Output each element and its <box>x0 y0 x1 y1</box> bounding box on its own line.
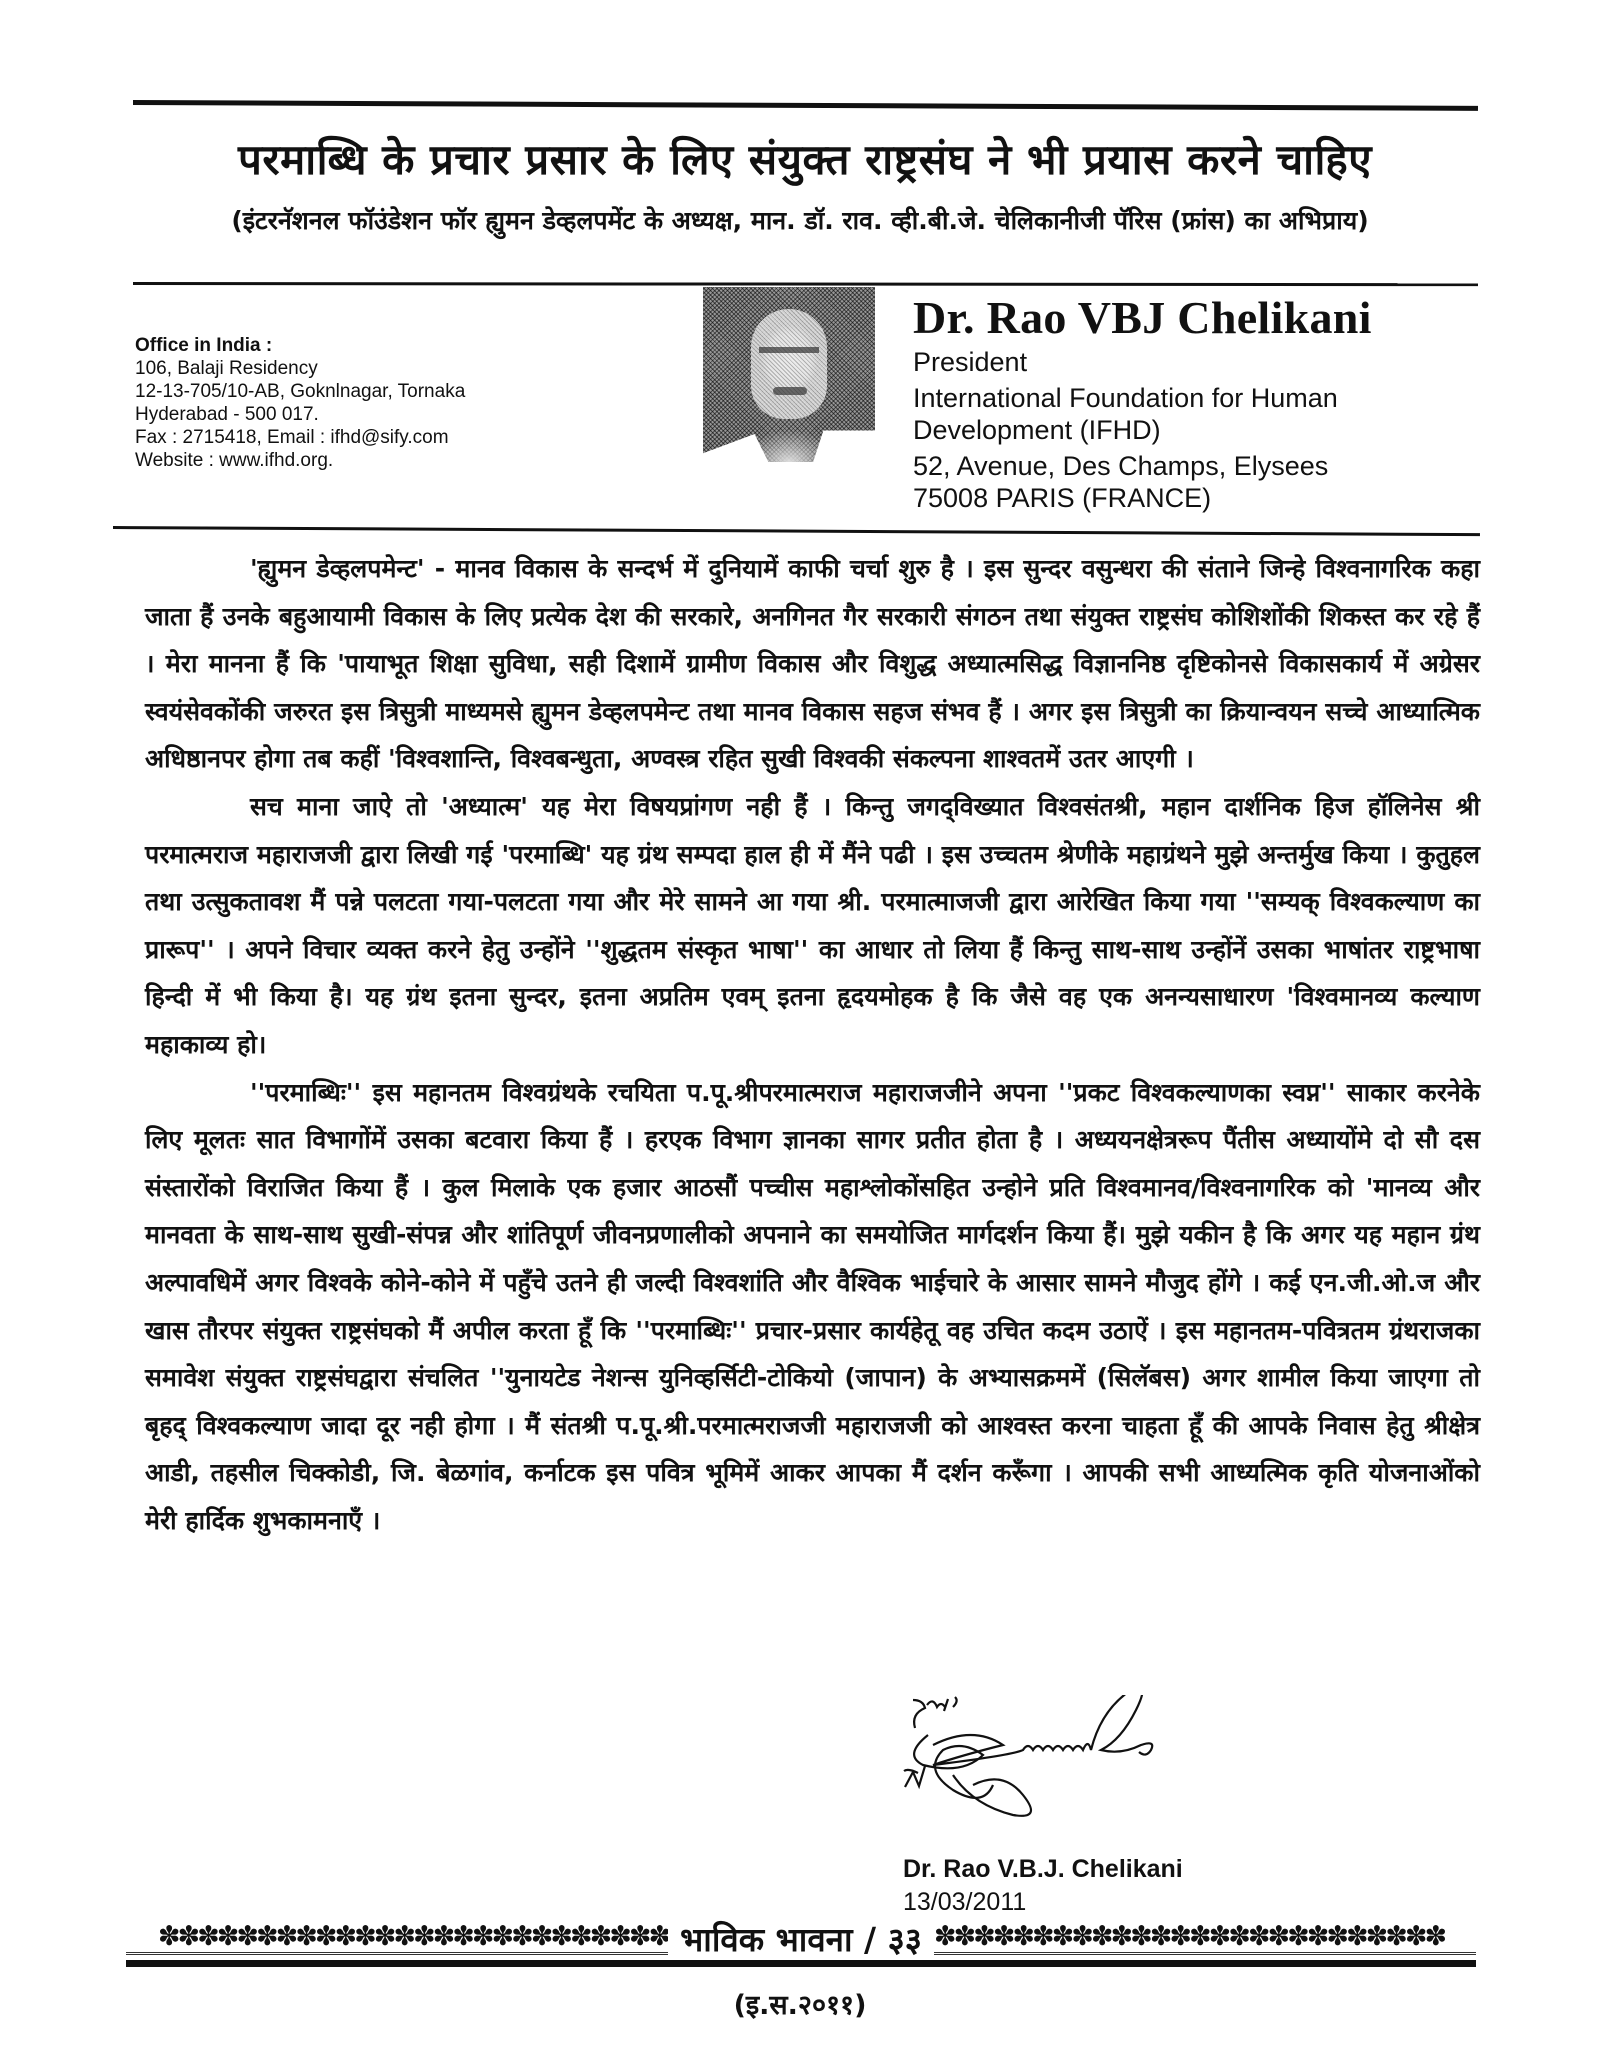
office-address-line: 12-13-705/10-AB, Goknlnagar, Tornaka <box>135 381 466 402</box>
flower-ornament-icon: ✽✽✽✽✽✽✽✽✽✽✽✽✽✽✽✽✽✽✽✽✽✽✽✽✽✽ <box>126 1922 668 1955</box>
author-org-line-1: International Foundation for Human <box>913 383 1338 413</box>
signer-name: Dr. Rao V.B.J. Chelikani <box>903 1855 1183 1883</box>
letter-body <box>145 545 1480 1544</box>
office-title: Office in India : <box>135 335 273 356</box>
portrait-moustache <box>773 387 807 395</box>
author-title: President <box>913 347 1028 377</box>
author-address-line-2: 75008 PARIS (FRANCE) <box>913 483 1212 513</box>
letter-paragraph: ''परमाब्धिः'' इस महानतम विश्वग्रंथके रचयिता प.पू.श्रीपरमात्मराज महाराजजीने अपना ''प्रकट विश्वकल्याणका स्वप्न'' साकार करनेके लिए मूलतः सात विभागोंमें उसका बटवारा किया हैं । हरएक विभाग ज्ञानका सागर प्रतीत होता है । अध्ययनक्षेत्ररूप पैंतीस अध्यायोंमे दो सौ दस संस्तारोंको विराजित किया हैं । कुल मिलाके एक हजार आठसौं पच्चीस महाश्लोकोंसहित उन्होने प्रति विश्वमानव/विश्वनागरिक को 'मानव्य और मानवता के साथ-साथ सुखी-संपन्न और शांतिपूर्ण जीवनप्रणालीको अपनाने का समयोजित मार्गदर्शन किया हैं। मुझे यकीन है कि अगर यह महान ग्रंथ अल्पावधिमें अगर विश्वके कोने-कोने में पहुँचे उतने ही जल्दी विश्वशांति और वैश्विक भाईचारे के आसार सामने मौजुद होंगे । कई एन.जी.ओ.ज और खास तौरपर संयुक्त राष्ट्रसंघको मैं अपील करता हूँ कि ''परमाब्धिः'' प्रचार-प्रसार कार्यहेतू वह उचित कदम उठाऐं । इस महानतम-पवित्रतम ग्रंथराजका समावेश संयुक्त राष्ट्रसंघद्वारा संचलित ''युनायटेड नेशन्स युनिव्हर्सिटी-टोकियो (जापान) के अभ्यासक्रममें (सिलॅबस) अगर शामील किया जाएगा तो बृहद् विश्वकल्याण जादा दूर नही होगा । मैं संतश्री प.पू.श्री.परमात्मराजजी महाराजजी को आश्वस्त करना चाहता हूँ की आपके निवास हेतु श्रीक्षेत्र आडी, तहसील चिक्कोडी, जि. बेळगांव, कर्नाटक इस पवित्र भूमिमें आकर आपका मैं दर्शन करूँगा । आपकी सभी आध्यत्मिक कृति योजनाओंको मेरी हार्दिक शुभकामनाएँ । <box>145 1077 1480 1535</box>
publication-year: (इ.स.२०११) <box>733 1990 867 2021</box>
flower-ornament-icon: ✽✽✽✽✽✽✽✽✽✽✽✽✽✽✽✽✽✽✽✽✽✽✽✽✽✽ <box>934 1922 1476 1955</box>
author-address-line-1: 52, Avenue, Des Champs, Elysees <box>913 451 1329 481</box>
letter-paragraph: 'ह्युमन डेव्हलपमेन्ट' - मानव विकास के सन्दर्भ में दुनियामें काफी चर्चा शुरु है । इस सुन्दर वसुन्धरा की संताने जिन्हे विश्वनागरिक कहा जाता हैं उनके बहुआयामी विकास के लिए प्रत्येक देश की सरकारे, अनगिनत गैर सरकारी संगठन तथा संयुक्त राष्ट्रसंघ कोशिशोंकी शिकस्त कर रहे हैं । मेरा मानना हैं कि 'पायाभूत शिक्षा सुविधा, सही दिशामें ग्रामीण विकास और विशुद्ध अध्यात्मसिद्ध विज्ञाननिष्ठ दृष्टिकोनसे विकासकार्य में अग्रेसर स्वयंसेवकोंकी जरुरत इस त्रिसुत्री माध्यमसे ह्युमन डेव्हलपमेन्ट तथा मानव विकास सहज संभव हैं । अगर इस त्रिसुत्री का क्रियान्वयन सच्चे आध्यात्मिक अधिष्ठानपर होगा तब कहीं 'विश्वशान्ति, विश्वबन्धुता, अण्वस्त्र रहित सुखी विश्वकी संकल्पना शाश्वतमें उतर आएगी । <box>145 554 1480 774</box>
office-website-line: Website : www.ifhd.org. <box>135 450 334 471</box>
office-address-line: 106, Balaji Residency <box>135 358 318 379</box>
signature-date: 13/03/2011 <box>903 1888 1027 1916</box>
author-name: Dr. Rao VBJ Chelikani <box>913 292 1372 343</box>
india-office-block <box>135 334 605 472</box>
portrait-brow <box>759 347 819 353</box>
footer-band <box>126 1918 1476 1958</box>
footer-divider <box>126 1960 1476 1967</box>
office-address-line: Hyderabad - 500 017. <box>135 404 319 425</box>
author-info-block <box>913 292 1483 514</box>
letter-paragraph: सच माना जाऐ तो 'अध्यात्म' यह मेरा विषयप्रांगण नही हैं । किन्तु जगद्‌विख्यात विश्वसंतश्री, महान दार्शनिक हिज हॉलिनेस श्री परमात्मराज महाराजजी द्वारा लिखी गई 'परमाब्धि' यह ग्रंथ सम्पदा हाल ही में मैंने पढी । इस उच्चतम श्रेणीके महाग्रंथने मुझे अन्तर्मुख किया । कुतुहल तथा उत्सुकतावश मैं पन्ने पलटता गया-पलटता गया और मेरे सामने आ गया श्री. परमात्माजजी द्वारा आरेखित किया गया ''सम्यक् विश्वकल्याण का प्रारूप'' । अपने विचार व्यक्त करने हेतु उन्होंने ''शुद्धतम संस्कृत भाषा'' का आधार तो लिया हैं किन्तु साथ-साथ उन्होंनें उसका भाषांतर राष्ट्रभाषा हिन्दी में भी किया है। यह ग्रंथ इतना सुन्दर, इतना अप्रतिम एवम् इतना हृदयमोहक है कि जैसे वह एक अनन्यसाधारण 'विश्वमानव्य कल्याण महाकाव्य हो। <box>145 791 1480 1059</box>
portrait-face <box>751 309 827 419</box>
portrait-photo-icon <box>703 287 875 462</box>
signer-block <box>903 1853 1183 1919</box>
author-org-line-2: Development (IFHD) <box>913 415 1161 445</box>
body-divider <box>113 526 1480 536</box>
page-headline: परमाब्धि के प्रचार प्रसार के लिए संयुक्त राष्ट्रसंघ ने भी प्रयास करने चाहिए <box>238 135 1372 184</box>
office-contact-line: Fax : 2715418, Email : ifhd@sify.com <box>135 427 449 448</box>
page-subheadline: (इंटरनॅशनल फॉउंडेशन फॉर ह्युमन डेव्हलपमेंट के अध्यक्ष, मान. डॉ. राव. व्ही.बी.जे. चेलिकानीजी पॅरिस (फ्रांस) का अभिप्राय) <box>231 206 1369 235</box>
publication-title-page-number: भाविक भावना / ३३ <box>680 1919 922 1959</box>
header-divider <box>133 282 1478 286</box>
handwritten-signature-icon <box>893 1695 1313 1855</box>
top-divider <box>133 100 1478 111</box>
